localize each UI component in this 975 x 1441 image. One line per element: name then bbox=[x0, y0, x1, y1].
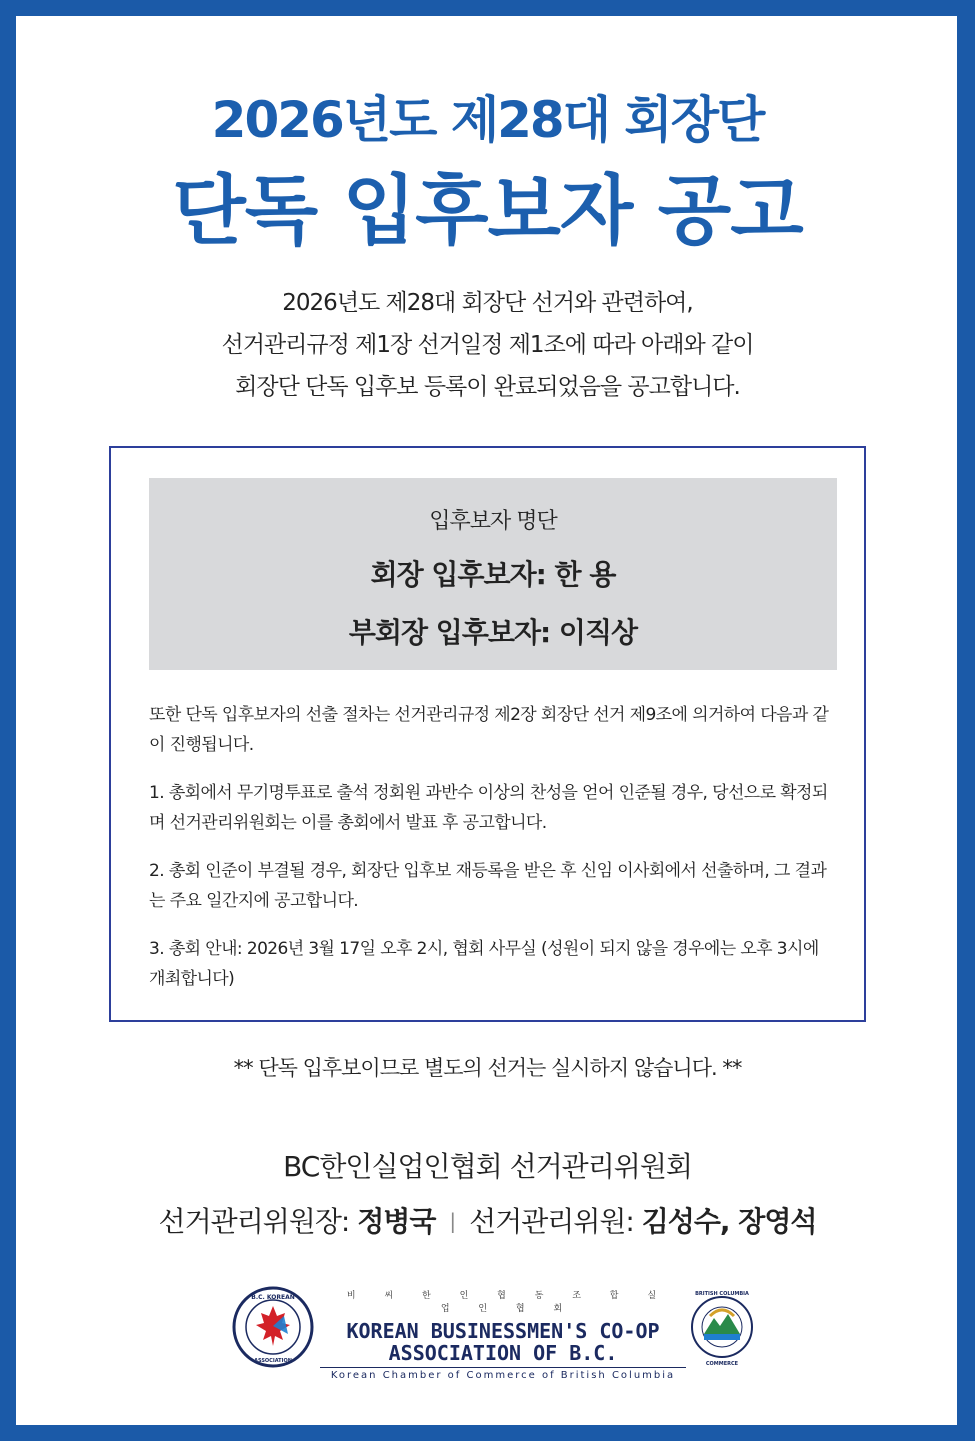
procedure-item: 3. 총회 안내: 2026년 3월 17일 오후 2시, 협회 사무실 (성원이 되지 않을 경우에는 오후 3시에 개최합니다) bbox=[149, 939, 819, 989]
president-candidate: 회장 입후보자: 한 용 bbox=[370, 558, 616, 591]
vice-president-candidate: 부회장 입후보자: 이직상 bbox=[348, 616, 638, 649]
candidate-list bbox=[149, 478, 837, 670]
english-name-line1: KOREAN BUSINESSMEN'S CO-OP bbox=[346, 1319, 660, 1343]
intro-line: 회장단 단독 입후보 등록이 완료되었음을 공고합니다. bbox=[235, 374, 740, 400]
procedure-item: 2. 총회 인준이 부결될 경우, 회장단 입후보 재등록을 받은 후 신임 이사회에서 선출하며, 그 결과는 주요 일간지에 공고합니다. bbox=[149, 861, 827, 911]
association-wordmark bbox=[320, 1288, 686, 1381]
title-main: 단독 입후보자 공고 bbox=[172, 166, 803, 255]
details-box bbox=[109, 446, 866, 1022]
candidate-heading: 입후보자 명단 bbox=[429, 509, 557, 534]
procedure-item: 1. 총회에서 무기명투표로 출석 정회원 과반수 이상의 찬성을 얻어 인준될 경우, 당선으로 확정되며 선거관리위원회는 이를 총회에서 발표 후 공고합니다. bbox=[149, 783, 828, 833]
chamber-subtitle: Korean Chamber of Commerce of British Columbia bbox=[330, 1370, 676, 1381]
svg-text:B.C. KOREAN: B.C. KOREAN bbox=[251, 1294, 295, 1301]
svg-text:ASSOCIATION: ASSOCIATION bbox=[254, 1358, 292, 1364]
english-name-line2: ASSOCIATION OF B.C. bbox=[388, 1341, 618, 1365]
chamber-of-commerce-seal bbox=[690, 1286, 754, 1368]
intro-text bbox=[0, 282, 975, 408]
svg-text:COMMERCE: COMMERCE bbox=[705, 1361, 739, 1367]
title-year: 2026년도 제28대 회장단 bbox=[211, 91, 764, 149]
chair-name: 정병국 bbox=[357, 1205, 436, 1238]
procedure-text bbox=[149, 700, 839, 1012]
association-seal-logo bbox=[232, 1286, 314, 1368]
intro-line: 2026년도 제28대 회장단 선거와 관련하여, bbox=[282, 290, 693, 316]
election-note: ** 단독 입후보이므로 별도의 선거는 실시하지 않습니다. ** bbox=[233, 1056, 742, 1080]
chair-label: 선거관리위원장: bbox=[158, 1205, 358, 1238]
members-label: 선거관리위원: bbox=[469, 1205, 642, 1238]
procedure-intro: 또한 단독 입후보자의 선출 절차는 선거관리규정 제2장 회장단 선거 제9조에 의거하여 다음과 같이 진행됩니다. bbox=[149, 705, 829, 755]
wordmark-divider bbox=[320, 1367, 686, 1368]
committee-officers bbox=[0, 1200, 975, 1240]
korean-name: 비 씨 한 인 협 동 조 합 실 업 인 협 회 bbox=[346, 1291, 670, 1314]
members-names: 김성수, 장영석 bbox=[641, 1205, 817, 1238]
svg-text:BRITISH COLUMBIA: BRITISH COLUMBIA bbox=[695, 1291, 749, 1297]
intro-line: 선거관리규정 제1장 선거일정 제1조에 따라 아래와 같이 bbox=[221, 332, 754, 358]
committee-name: BC한인실업인협회 선거관리위원회 bbox=[283, 1150, 692, 1183]
officer-separator: | bbox=[449, 1209, 456, 1233]
